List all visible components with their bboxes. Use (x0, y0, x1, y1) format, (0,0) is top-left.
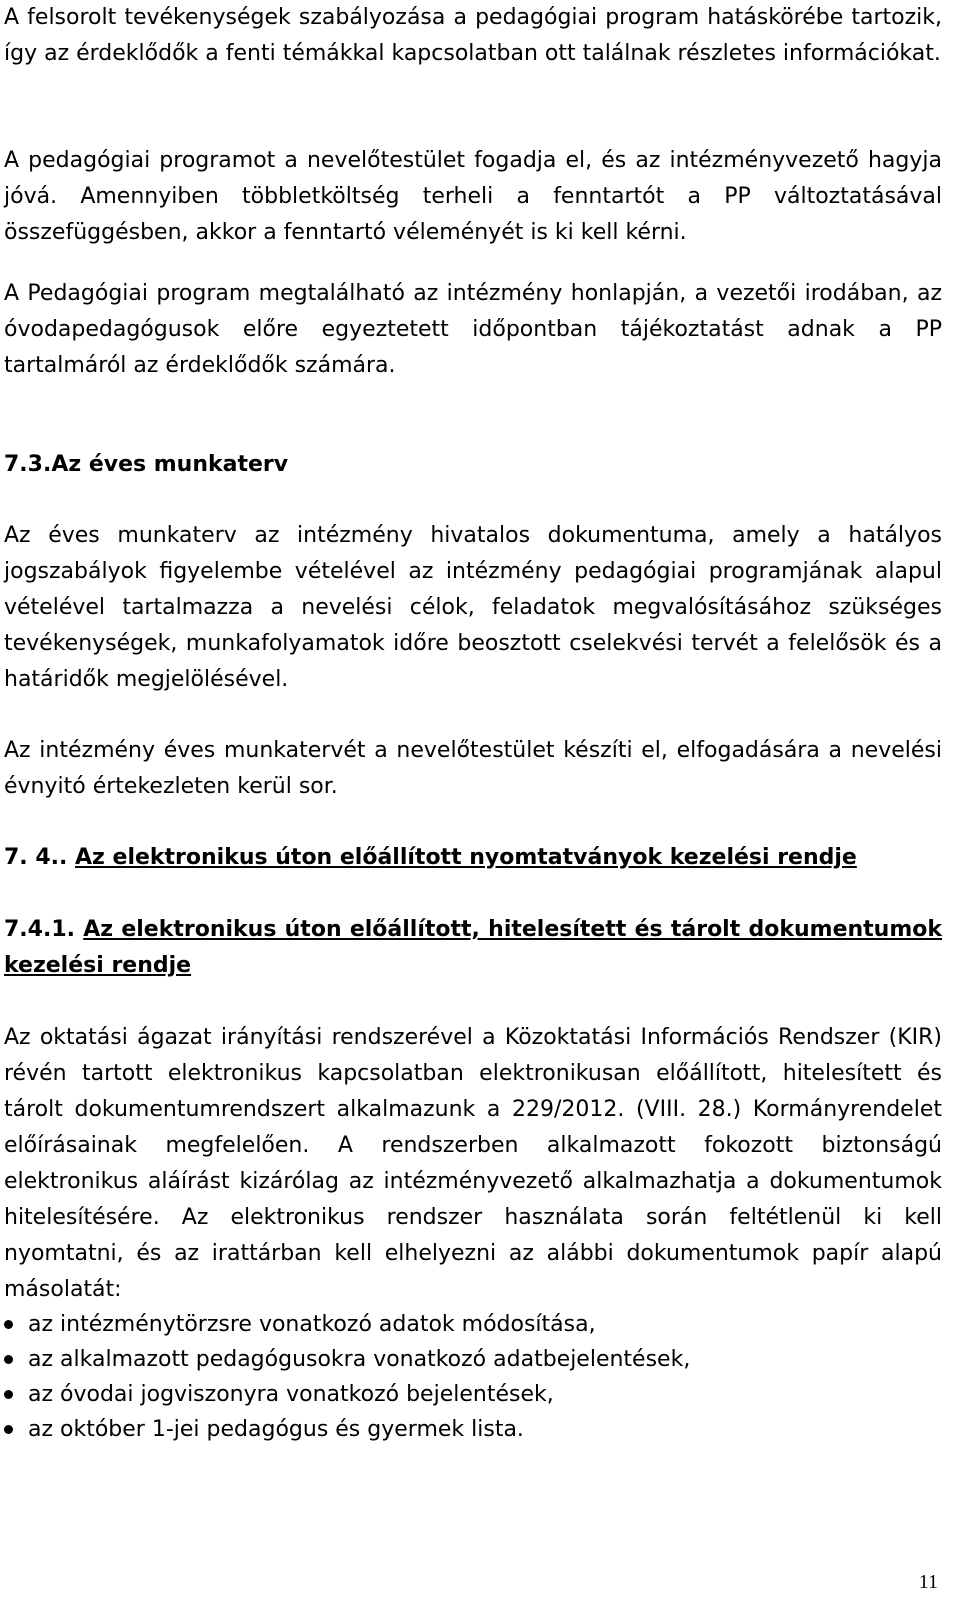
list-item: az óvodai jogviszonyra vonatkozó bejelentések, (4, 1377, 942, 1412)
bullet-icon (4, 1320, 13, 1329)
paragraph-annual-work-plan-definition: Az éves munkaterv az intézmény hivatalos dokumentuma, amely a hatályos jogszabályok figyelembe vételével az intézmény pedagógiai programjának alapul vételével tartalmazza a nevelési célok, feladatok megvalósításához szükséges tevékenységek, munkafolyamatok időre beosztott cselekvési tervét a felelősök és a határidők megjelölésével. (4, 523, 942, 692)
printed-documents-list (4, 1307, 942, 1447)
section-heading-electronic-forms (4, 840, 942, 876)
list-item: az alkalmazott pedagógusokra vonatkozó adatbejelentések, (4, 1342, 942, 1377)
page-number: 11 (918, 1571, 938, 1593)
list-item: az intézménytörzsre vonatkozó adatok módosítása, (4, 1307, 942, 1342)
paragraph-pedagogical-program-scope: A felsorolt tevékenységek szabályozása a pedagógiai program hatáskörébe tartozik, így az érdeklődők a fenti témákkal kapcsolatban ott találnak részletes információkat. (4, 5, 942, 66)
paragraph-annual-work-plan-adoption: Az intézmény éves munkatervét a nevelőtestület készíti el, elfogadására a nevelési évnyitó értekezleten kerül sor. (4, 738, 942, 799)
list-item: az október 1-jei pedagógus és gyermek lista. (4, 1412, 942, 1447)
bullet-icon (4, 1425, 13, 1434)
section-heading-annual-work-plan: 7.3.Az éves munkaterv (4, 452, 289, 477)
section-title-electronic-forms: Az elektronikus úton előállított nyomtatványok kezelési rendje (75, 845, 857, 870)
bullet-icon (4, 1355, 13, 1364)
section-number-7-4: 7. 4.. (4, 845, 68, 870)
subsection-title-electronic-documents: Az elektronikus úton előállított, hitelesített és tárolt dokumentumok kezelési rendje (4, 917, 942, 978)
paragraph-program-availability: A Pedagógiai program megtalálható az intézmény honlapján, a vezetői irodában, az óvodapedagógusok előre egyeztetett időpontban tájékoztatást adnak a PP tartalmáról az érdeklődők számára. (4, 281, 942, 378)
section-number-7-4-1: 7.4.1. (4, 917, 75, 942)
subsection-heading-electronic-documents (4, 912, 942, 984)
paragraph-kir-document-system: Az oktatási ágazat irányítási rendszerével a Közoktatási Információs Rendszer (KIR) révén tartott elektronikus kapcsolatban elektronikusan előállított, hitelesített és tárolt dokumentumrendszert alkalmazunk a 229/2012. (VIII. 28.) Kormányrendelet előírásainak megfelelően. A rendszerben alkalmazott fokozott biztonságú elektronikus aláírást kizárólag az intézményvezető alkalmazhatja a dokumentumok hitelesítésére. Az elektronikus rendszer használata során feltétlenül ki kell nyomtatni, és az irattárban kell elhelyezni az alábbi dokumentumok papír alapú másolatát: (4, 1025, 942, 1302)
bullet-icon (4, 1390, 13, 1399)
paragraph-program-approval: A pedagógiai programot a nevelőtestület fogadja el, és az intézményvezető hagyja jóvá. Amennyiben többletköltség terheli a fenntartót a PP változtatásával összefüggésben, akkor a fenntartó véleményét is ki kell kérni. (4, 148, 942, 245)
